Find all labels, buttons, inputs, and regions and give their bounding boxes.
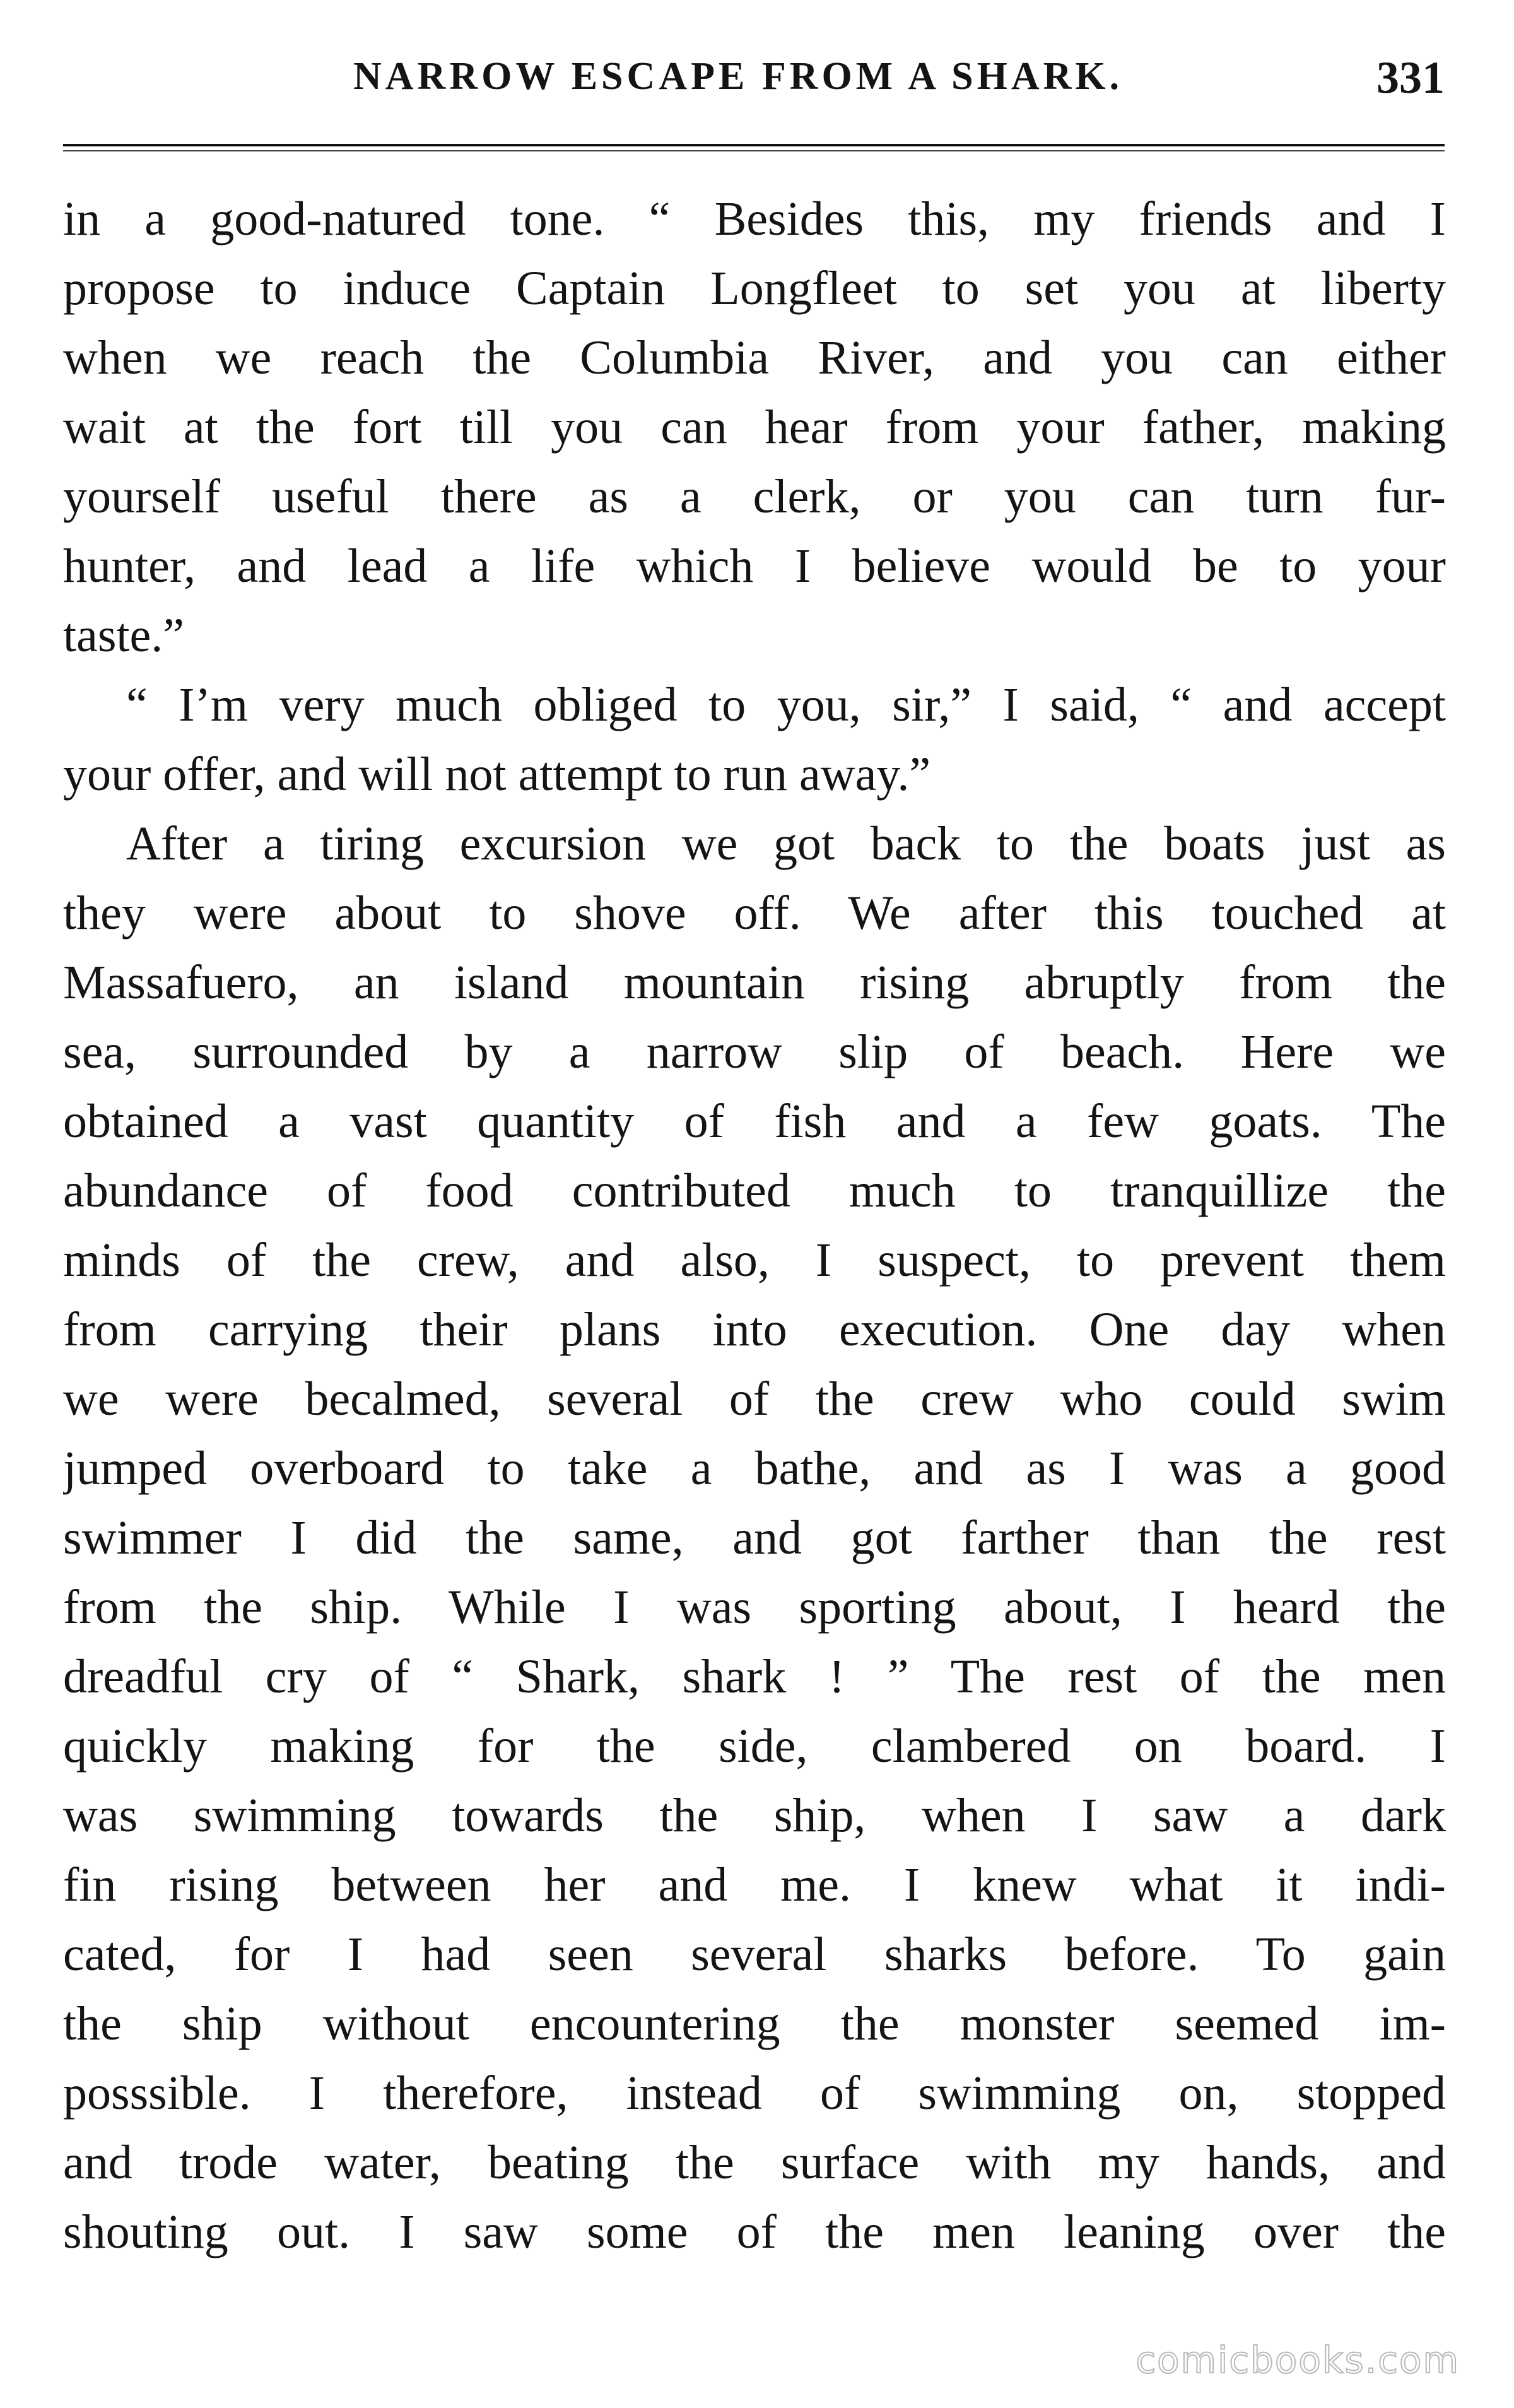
text-line: wait at the fort till you can hear from your father, making xyxy=(63,401,1446,454)
text-line: was swimming towards the ship, when I saw a dark xyxy=(63,1789,1446,1842)
text-line: from the ship. While I was sporting about, I heard the xyxy=(63,1581,1446,1634)
text-line: when we reach the Columbia River, and you can either xyxy=(63,331,1446,384)
header-rule xyxy=(63,144,1445,146)
text-line: “ I’m very much obliged to you, sir,” I said, “ and accept xyxy=(126,678,1446,731)
text-line: and trode water, beating the surface with my hands, and xyxy=(63,2136,1446,2189)
text-line: quickly making for the side, clambered on board. I xyxy=(63,1720,1446,1773)
text-line: jumped overboard to take a bathe, and as I was a good xyxy=(63,1442,1446,1495)
text-line: Massafuero, an island mountain rising abruptly from the xyxy=(63,956,1446,1009)
page-number: 331 xyxy=(1376,52,1445,103)
text-line: sea, surrounded by a narrow slip of beach. Here we xyxy=(63,1025,1446,1078)
text-line: propose to induce Captain Longfleet to set you at liberty xyxy=(63,262,1446,315)
text-line: obtained a vast quantity of fish and a few goats. The xyxy=(63,1095,1446,1148)
text-line: your offer, and will not attempt to run away.” xyxy=(63,748,931,801)
text-line: they were about to shove off. We after this touched at xyxy=(63,887,1446,940)
body-text xyxy=(63,184,1446,2267)
text-line: in a good-natured tone. “ Besides this, my friends and I xyxy=(63,192,1446,245)
text-line: from carrying their plans into execution. One day when xyxy=(63,1303,1446,1356)
header-rule-shadow xyxy=(63,150,1445,151)
watermark: comicbooks.com xyxy=(1136,2339,1460,2381)
text-line: After a tiring excursion we got back to the boats just as xyxy=(126,817,1446,870)
text-line: fin rising between her and me. I knew what it indi- xyxy=(63,1858,1446,1911)
text-line: cated, for I had seen several sharks before. To gain xyxy=(63,1928,1446,1981)
text-line: yourself useful there as a clerk, or you can turn fur- xyxy=(63,470,1446,523)
text-line: the ship without encountering the monster seemed im- xyxy=(63,1997,1446,2050)
text-line: minds of the crew, and also, I suspect, to prevent them xyxy=(63,1234,1446,1287)
text-line: taste.” xyxy=(63,609,185,662)
text-line: we were becalmed, several of the crew who could swim xyxy=(63,1372,1446,1425)
running-head xyxy=(63,48,1445,111)
text-line: shouting out. I saw some of the men leaning over the xyxy=(63,2205,1446,2258)
text-line: abundance of food contributed much to tranquillize the xyxy=(63,1164,1446,1217)
text-line: swimmer I did the same, and got farther than the rest xyxy=(63,1511,1446,1564)
text-line: posssible. I therefore, instead of swimming on, stopped xyxy=(63,2067,1446,2120)
running-title: NARROW ESCAPE FROM A SHARK. xyxy=(353,55,1124,98)
text-line: dreadful cry of “ Shark, shark ! ” The rest of the men xyxy=(63,1650,1446,1703)
text-line: hunter, and lead a life which I believe would be to your xyxy=(63,540,1446,593)
